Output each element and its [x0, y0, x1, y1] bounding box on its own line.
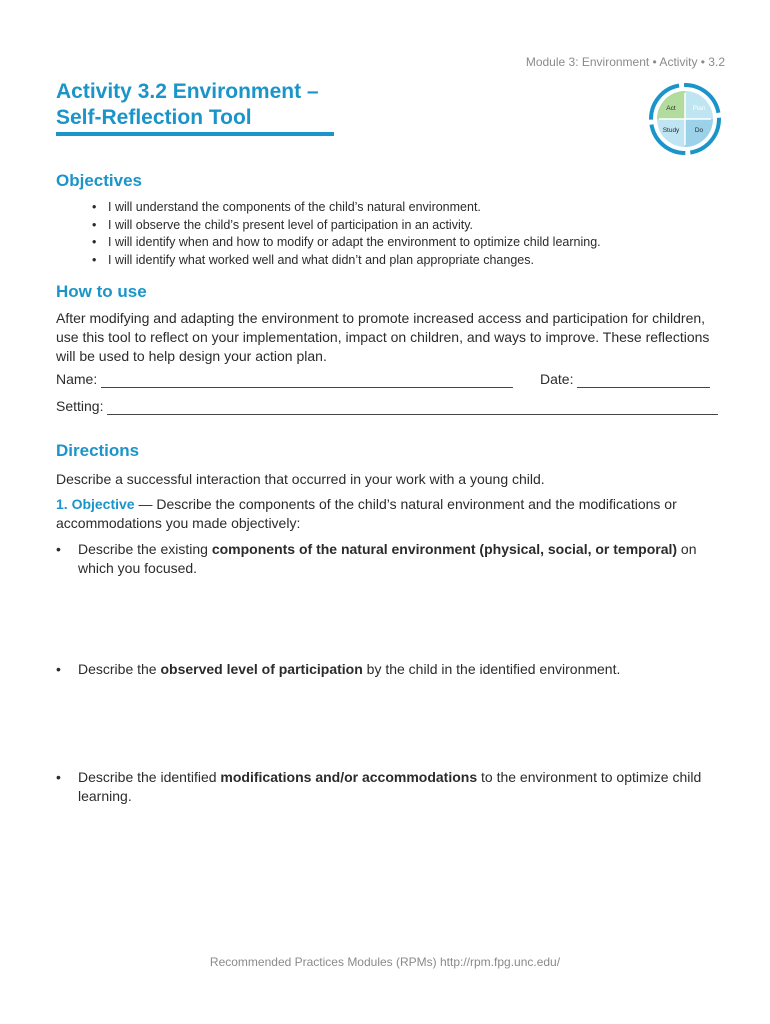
prompt-text: to the environment to optimize child learning.: [78, 769, 702, 804]
prompt-text: by the child in the identified environment.: [362, 661, 621, 677]
page-title-line-1: Activity 3.2 Environment –: [56, 80, 319, 103]
cycle-label-act: Act: [666, 105, 676, 112]
footer-text: Recommended Practices Modules (RPMs) http://rpm.fpg.unc.edu/: [209, 955, 561, 969]
objective-item: • I will understand the components of the child’s natural environment.: [92, 199, 601, 217]
directions-intro: Describe a successful interaction that occurred in your work with a young child.: [56, 471, 545, 487]
plan-do-study-act-cycle-icon: [648, 82, 722, 156]
date-input-line[interactable]: [577, 371, 710, 388]
cycle-label-plan: Plan: [692, 105, 706, 112]
objectives-list: [92, 199, 601, 269]
setting-input-line[interactable]: [107, 398, 718, 415]
objective-item: • I will observe the child’s present level of participation in an activity.: [92, 217, 601, 235]
prompt-emphasis: modifications and/or accommodations: [220, 769, 478, 785]
date-label: Date:: [540, 371, 574, 387]
prompt-components: [56, 540, 731, 578]
bullet: •: [56, 541, 61, 557]
name-label: Name:: [56, 371, 98, 387]
prompt-emphasis: observed level of participation: [160, 661, 363, 677]
objective-item: • I will identify what worked well and what didn’t and plan appropriate changes.: [92, 252, 601, 270]
prompt-emphasis: components of the natural environment (physical, social, or temporal): [211, 541, 678, 557]
objective-instruction: [56, 495, 731, 533]
bullet: •: [56, 661, 61, 677]
objective-instruction-text: — Describe the components of the child’s natural environment and the modifications or accommodations you made objectively:: [56, 496, 677, 531]
setting-field[interactable]: [56, 398, 718, 415]
objective-label: 1. Objective: [56, 496, 135, 512]
page-title: [56, 79, 319, 131]
cycle-label-study: Study: [662, 127, 680, 134]
prompt-text: Describe the identified: [78, 769, 221, 785]
objectives-heading: Objectives: [56, 171, 142, 190]
how-to-use-text: After modifying and adapting the environment to promote increased access and participation for children, use this tool to reflect on your implementation, impact on children, and ways to improve. These reflections will be used to help design your action plan.: [56, 310, 710, 364]
module-meta: Module 3: Environment • Activity • 3.2: [525, 55, 725, 69]
page-title-line-2: Self-Reflection Tool: [56, 106, 252, 129]
objective-item: • I will identify when and how to modify or adapt the environment to optimize child learning.: [92, 234, 601, 252]
title-underline: [56, 132, 334, 136]
name-input-line[interactable]: [101, 371, 513, 388]
date-field[interactable]: [540, 371, 710, 388]
prompt-text: Describe the existing: [78, 541, 212, 557]
prompt-text: on which you focused.: [78, 541, 697, 576]
setting-label: Setting:: [56, 398, 104, 414]
prompt-text: Describe the: [78, 661, 161, 677]
name-field[interactable]: [56, 371, 513, 388]
how-to-use-heading: How to use: [56, 282, 147, 301]
prompt-participation: [56, 660, 731, 679]
cycle-label-do: Do: [694, 127, 704, 134]
prompt-modifications: [56, 768, 731, 806]
bullet: •: [56, 769, 61, 785]
directions-heading: Directions: [56, 441, 140, 460]
